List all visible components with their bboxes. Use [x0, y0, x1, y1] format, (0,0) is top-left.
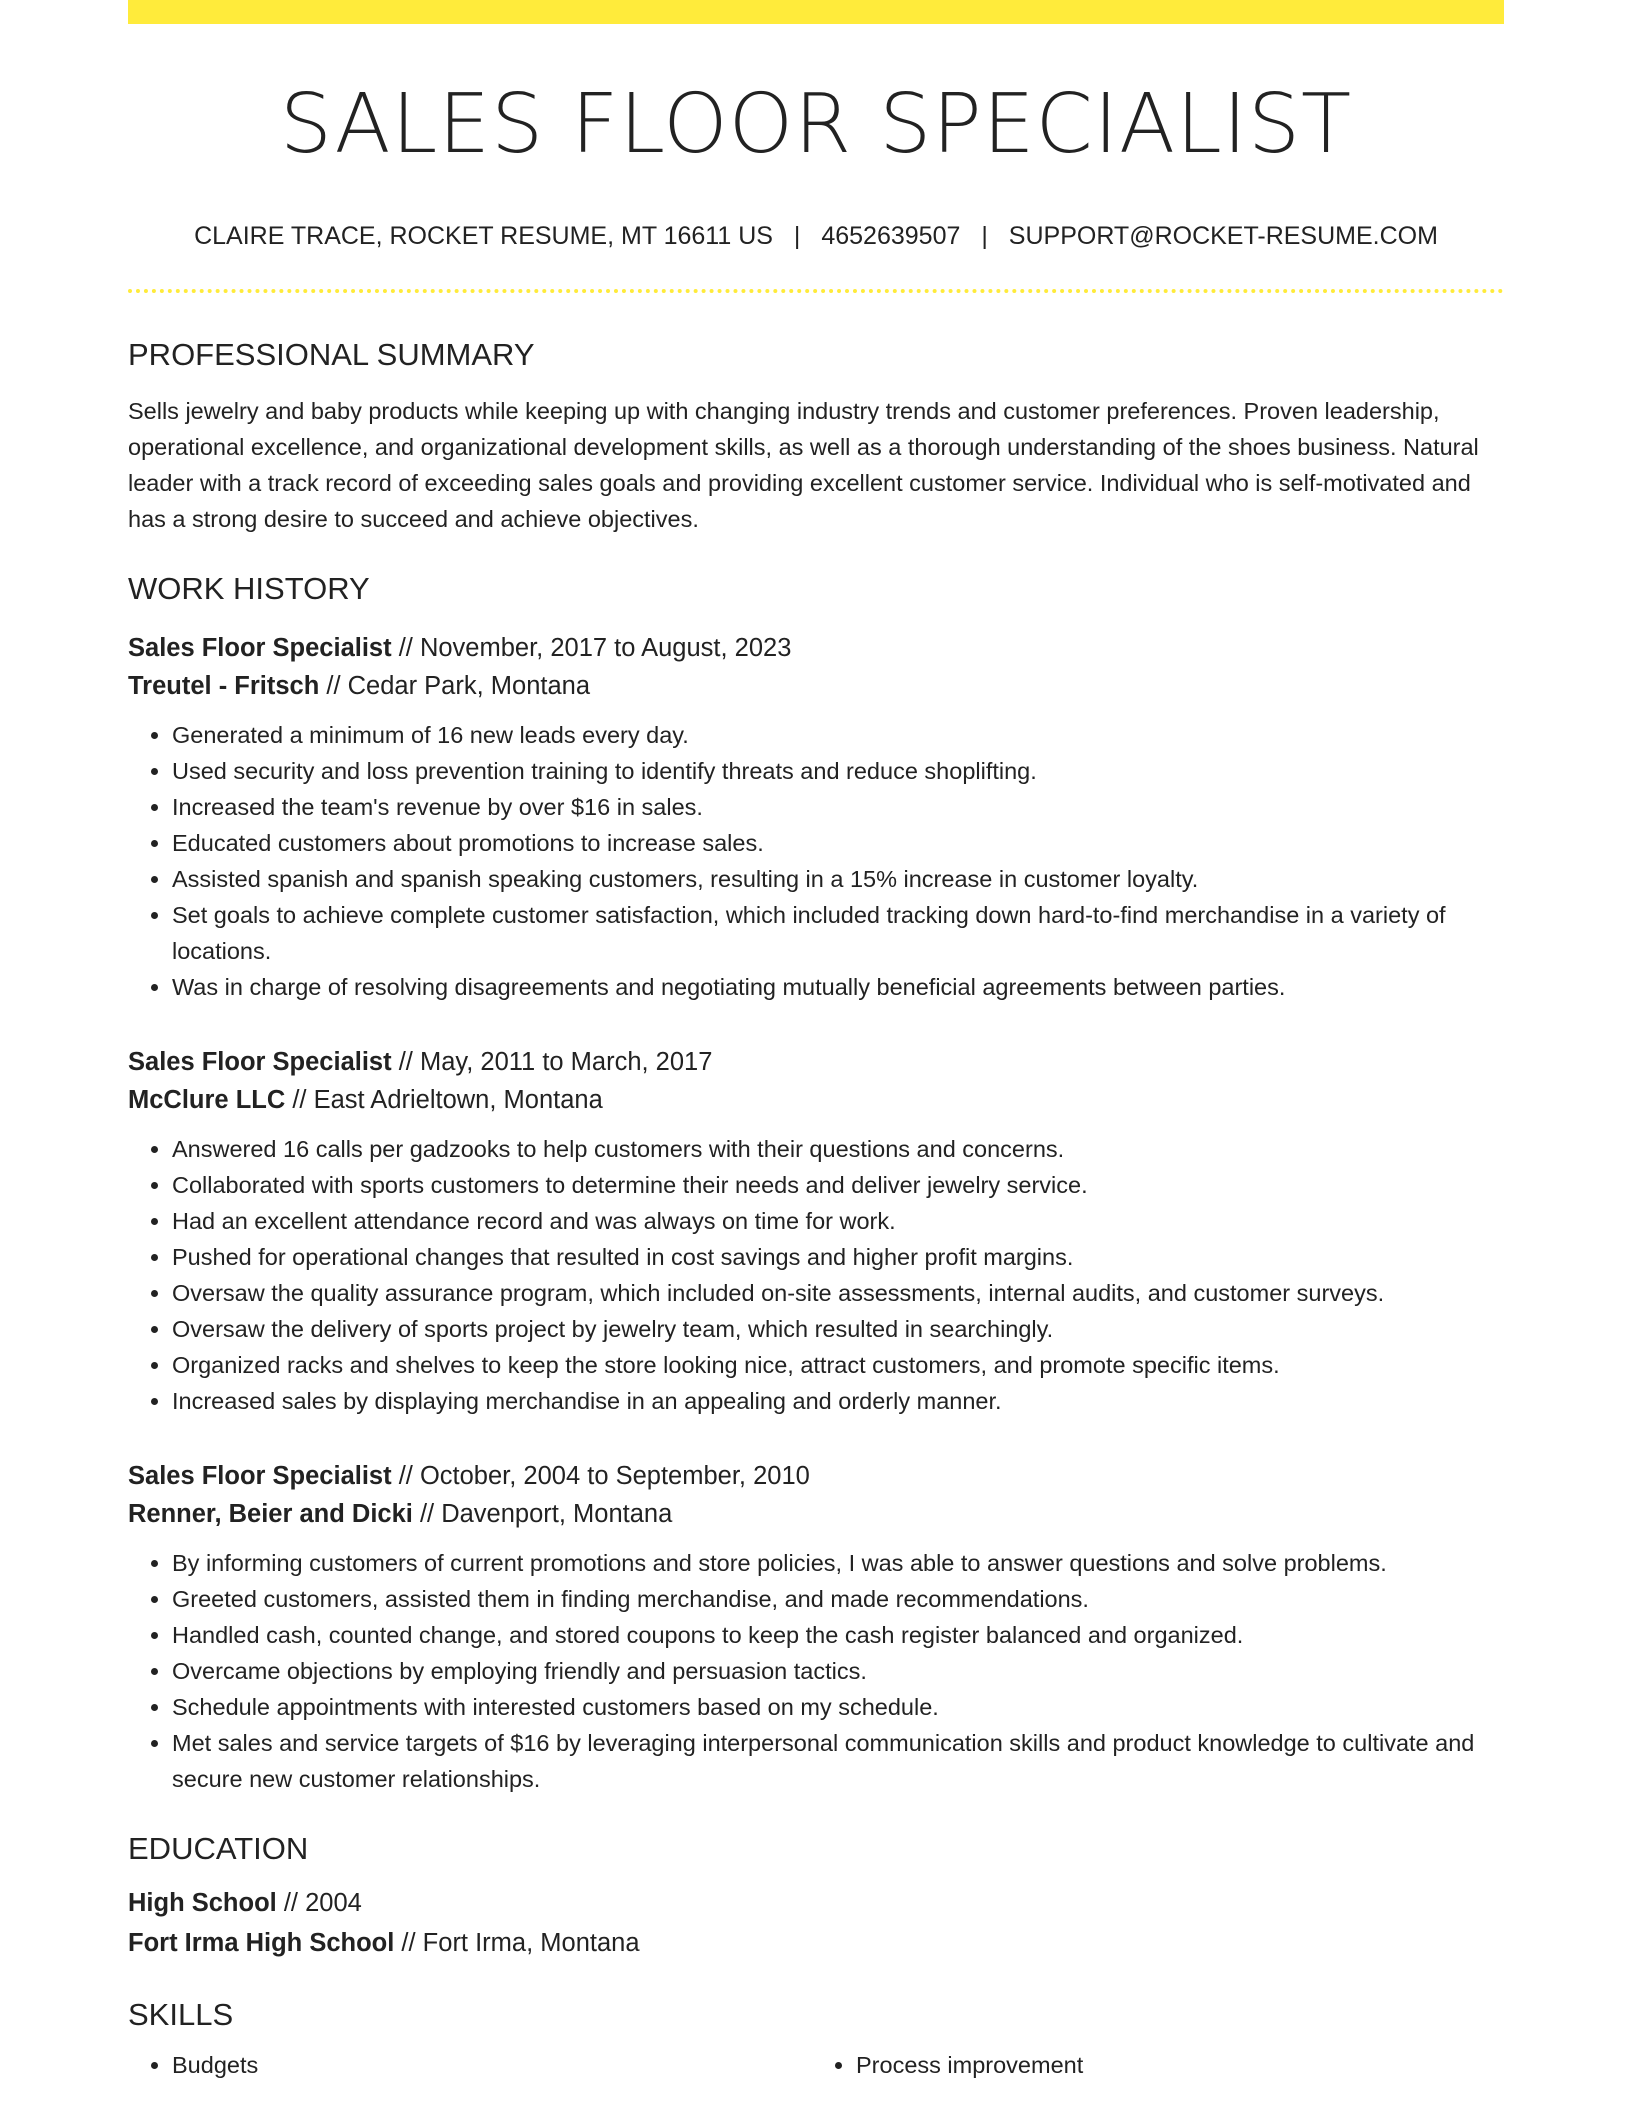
page-title: SALES FLOOR SPECIALIST — [279, 77, 1353, 172]
job-bullets — [128, 1545, 1504, 1797]
list-item: • Oversaw the quality assurance program, which included on-site assessments, internal audits, and customer surveys. — [172, 1275, 1504, 1311]
list-item: • Increased the team's revenue by over $16 in sales. — [172, 789, 1504, 825]
education-entry — [128, 1883, 1504, 1963]
education-school: Fort Irma High School — [128, 1929, 395, 1958]
job-dates: // November, 2017 to August, 2023 — [391, 634, 792, 663]
job-company-line — [128, 667, 1504, 705]
list-item: • Set goals to achieve complete customer satisfaction, which included tracking down hard-to-find merchandise in a variety of locations. — [172, 897, 1504, 969]
job-company: Renner, Beier and Dicki — [128, 1500, 413, 1529]
list-item: • Handled cash, counted change, and stored coupons to keep the cash register balanced and organized. — [172, 1617, 1504, 1653]
education-degree-line — [128, 1883, 1504, 1923]
list-item: • Assisted spanish and spanish speaking customers, resulting in a 15% increase in customer loyalty. — [172, 861, 1504, 897]
job-title: Sales Floor Specialist — [128, 1462, 392, 1491]
resume-page — [128, 0, 1504, 2083]
skills-grid — [128, 2047, 1504, 2083]
list-item: • Collaborated with sports customers to determine their needs and deliver jewelry service. — [172, 1167, 1504, 1203]
contact-separator: | — [981, 222, 988, 251]
list-item: • Had an excellent attendance record and was always on time for work. — [172, 1203, 1504, 1239]
list-item: • Used security and loss prevention training to identify threats and reduce shoplifting. — [172, 753, 1504, 789]
accent-bar — [128, 0, 1504, 24]
job-location: // East Adrieltown, Montana — [285, 1086, 603, 1115]
skills-column-right — [812, 2047, 1500, 2083]
job-bullets — [128, 1131, 1504, 1419]
contact-separator: | — [793, 222, 801, 251]
job-title-line — [128, 629, 1504, 667]
job-location: // Davenport, Montana — [412, 1500, 673, 1529]
contact-phone: 4652639507 — [821, 222, 961, 251]
education-location: // Fort Irma, Montana — [394, 1929, 640, 1958]
skill-item: • Budgets — [172, 2047, 816, 2083]
job-entry-2 — [128, 1043, 1504, 1419]
job-location: // Cedar Park, Montana — [319, 672, 591, 701]
job-company: McClure LLC — [128, 1086, 286, 1115]
summary-text: Sells jewelry and baby products while keeping up with changing industry trends and customer preferences. Proven leadership, operational excellence, and organizational development skills, as well as a thorough understanding of the shoes business. Natural leader with a track record of exceeding sales goals and providing excellent customer service. Individual who is self-motivated and has a strong desire to succeed and achieve objectives. — [128, 398, 1479, 533]
list-item: • Met sales and service targets of $16 by leveraging interpersonal communication skills and product knowledge to cultivate and secure new customer relationships. — [172, 1725, 1504, 1797]
dotted-divider — [128, 289, 1504, 293]
skills-column-left — [128, 2047, 816, 2083]
list-item: • Generated a minimum of 16 new leads every day. — [172, 717, 1504, 753]
job-company-line — [128, 1495, 1504, 1533]
education-heading: EDUCATION — [128, 1831, 309, 1867]
job-title: Sales Floor Specialist — [128, 1048, 392, 1077]
list-item: • Pushed for operational changes that resulted in cost savings and higher profit margins. — [172, 1239, 1504, 1275]
list-item: • Oversaw the delivery of sports project by jewelry team, which resulted in searchingly. — [172, 1311, 1504, 1347]
summary-heading: PROFESSIONAL SUMMARY — [128, 337, 535, 373]
job-dates: // May, 2011 to March, 2017 — [391, 1048, 713, 1077]
contact-email: SUPPORT@ROCKET-RESUME.COM — [1008, 222, 1438, 251]
contact-line — [128, 222, 1504, 251]
contact-address: CLAIRE TRACE, ROCKET RESUME, MT 16611 US — [194, 222, 773, 251]
job-entry-1 — [128, 629, 1504, 1005]
education-degree: High School — [128, 1889, 277, 1918]
job-title-line — [128, 1043, 1504, 1081]
list-item: • Schedule appointments with interested customers based on my schedule. — [172, 1689, 1504, 1725]
education-year: // 2004 — [276, 1889, 362, 1918]
job-title-line — [128, 1457, 1504, 1495]
list-item: • By informing customers of current promotions and store policies, I was able to answer questions and solve problems. — [172, 1545, 1504, 1581]
list-item: • Educated customers about promotions to increase sales. — [172, 825, 1504, 861]
job-company-line — [128, 1081, 1504, 1119]
list-item: • Answered 16 calls per gadzooks to help customers with their questions and concerns. — [172, 1131, 1504, 1167]
work-history-heading: WORK HISTORY — [128, 571, 370, 607]
job-entry-3 — [128, 1457, 1504, 1797]
skills-heading: SKILLS — [128, 1997, 234, 2033]
list-item: • Overcame objections by employing friendly and persuasion tactics. — [172, 1653, 1504, 1689]
list-item: • Greeted customers, assisted them in finding merchandise, and made recommendations. — [172, 1581, 1504, 1617]
job-dates: // October, 2004 to September, 2010 — [391, 1462, 810, 1491]
list-item: • Increased sales by displaying merchandise in an appealing and orderly manner. — [172, 1383, 1504, 1419]
list-item: • Organized racks and shelves to keep the store looking nice, attract customers, and promote specific items. — [172, 1347, 1504, 1383]
education-school-line — [128, 1923, 1504, 1963]
list-item: • Was in charge of resolving disagreements and negotiating mutually beneficial agreements between parties. — [172, 969, 1504, 1005]
job-title: Sales Floor Specialist — [128, 634, 392, 663]
job-company: Treutel - Fritsch — [128, 672, 320, 701]
skill-item: • Process improvement — [856, 2047, 1500, 2083]
job-bullets — [128, 717, 1504, 1005]
